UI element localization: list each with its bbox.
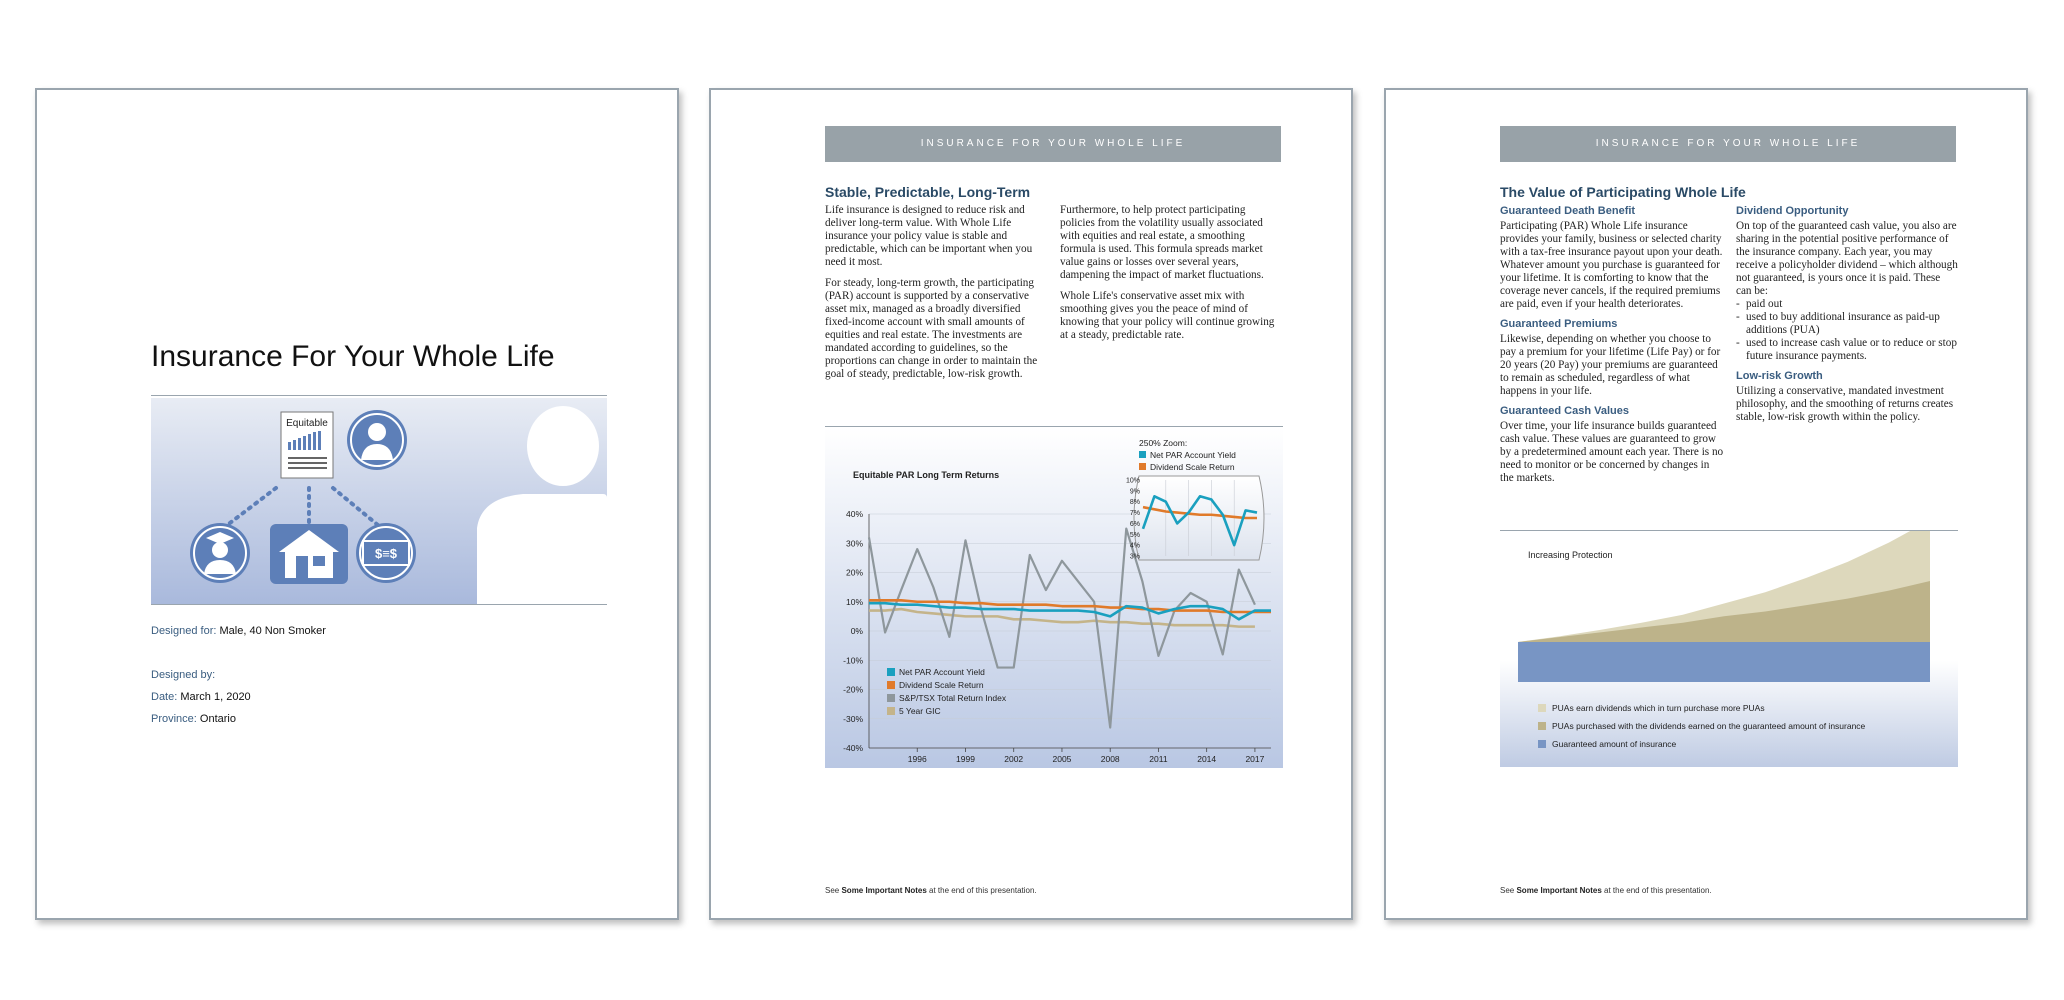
- legend-label: S&P/TSX Total Return Index: [899, 693, 1007, 703]
- house-icon: [270, 524, 348, 584]
- text-column-left: [1500, 205, 1725, 485]
- footnote: [1500, 886, 1712, 895]
- legend-label: Net PAR Account Yield: [899, 667, 985, 677]
- zoom-y-tick-label: 5%: [1129, 531, 1140, 539]
- y-tick-label: 30%: [845, 538, 863, 549]
- returns-chart: [825, 428, 1283, 768]
- footnote-link[interactable]: Some Important Notes: [841, 886, 927, 895]
- legend-swatch: [1538, 704, 1546, 712]
- x-tick-label: 1999: [956, 754, 975, 764]
- x-tick-label: 1996: [907, 754, 927, 764]
- paragraph: Whole Life's conservative asset mix with smoothing gives you the peace of mind of knowing that your policy will continue growing at a steady, predictable rate.: [1060, 290, 1275, 341]
- zoom-legend-swatch-dividend: [1139, 463, 1146, 470]
- money-icon-label: $≡$: [374, 546, 398, 561]
- cover-title: Insurance For Your Whole Life: [151, 340, 555, 373]
- province-value: Ontario: [199, 713, 236, 725]
- protection-chart: [1500, 531, 1958, 767]
- footnote: [825, 886, 1037, 895]
- list-item: - paid out: [1736, 298, 1958, 311]
- legend-swatch: [887, 668, 895, 676]
- text-column-right: [1736, 205, 1958, 424]
- legend-swatch: [1538, 740, 1546, 748]
- footnote-suffix: at the end of this presentation.: [1601, 886, 1712, 895]
- zoom-y-tick-label: 3%: [1129, 553, 1140, 561]
- subheading: Dividend Opportunity: [1736, 205, 1849, 217]
- area-layer: [1518, 642, 1930, 682]
- paragraph: Life insurance is designed to reduce risk and deliver long-term value. With Whole Life insurance your policy value is stable and predictable, which can be important when you need it most.: [825, 204, 1033, 268]
- footnote-link[interactable]: Some Important Notes: [1516, 886, 1602, 895]
- legend-label: PUAs earn dividends which in turn purchase more PUAs: [1552, 703, 1765, 713]
- page-cover: [35, 88, 679, 920]
- paragraph: Participating (PAR) Whole Life insurance provides your family, business or selected charity with a tax-free insurance payout upon your death. Whatever amount you purchase is guaranteed for your lifetime. It is comforting to know that the coverage never cancels, if the required premiums are paid, even if your health deteriorates.: [1500, 220, 1723, 310]
- x-tick-label: 2008: [1100, 754, 1120, 764]
- document-label: Equitable: [286, 418, 328, 429]
- paragraph: Likewise, depending on whether you choose to pay a premium for your lifetime (Life Pay) or for 20 years (20 Pay) your premiums are guaranteed to remain as scheduled, regardless of what happens in your life.: [1500, 333, 1721, 397]
- date-value: March 1, 2020: [180, 691, 251, 703]
- page-stable: [709, 88, 1353, 920]
- subheading: Low-risk Growth: [1736, 370, 1823, 382]
- designed-for-label: Designed for:: [151, 625, 217, 637]
- cover-illustration: [151, 398, 607, 604]
- subheading: Guaranteed Cash Values: [1500, 405, 1629, 417]
- zoom-title: 250% Zoom:: [1139, 438, 1188, 448]
- graduate-icon: [190, 523, 250, 583]
- designed-for-value: Male, 40 Non Smoker: [219, 625, 326, 637]
- text-column-right: [1060, 204, 1282, 350]
- page-banner: INSURANCE FOR YOUR WHOLE LIFE: [825, 126, 1281, 162]
- y-tick-label: -40%: [843, 743, 863, 753]
- designed-by-label: Designed by:: [151, 669, 216, 681]
- page-value: [1384, 88, 2028, 920]
- designed-by-line: [151, 669, 215, 681]
- text-column-left: [825, 204, 1047, 389]
- zoom-legend-label: Net PAR Account Yield: [1150, 450, 1236, 460]
- x-tick-label: 2014: [1197, 754, 1217, 764]
- subheading: Guaranteed Premiums: [1500, 318, 1618, 330]
- subheading: Guaranteed Death Benefit: [1500, 205, 1636, 217]
- money-icon: [356, 523, 416, 583]
- date-line: [151, 691, 251, 703]
- list-item: - used to buy additional insurance as paid-up additions (PUA): [1736, 311, 1958, 337]
- title-rule: [151, 395, 607, 396]
- illustration-rule: [151, 604, 607, 605]
- chart-title: Increasing Protection: [1528, 550, 1613, 560]
- y-tick-label: 10%: [845, 596, 863, 607]
- paragraph: On top of the guaranteed cash value, you also are sharing in the potential positive performance of the insurance company. Each year, you may receive a policyholder dividend – which although not guaranteed, is yours once it is paid. These can be:: [1736, 220, 1958, 297]
- legend-label: 5 Year GIC: [899, 706, 941, 716]
- x-tick-label: 2002: [1004, 754, 1024, 764]
- y-tick-label: -30%: [843, 713, 863, 724]
- designed-for-line: [151, 625, 326, 637]
- section-heading: Stable, Predictable, Long-Term: [825, 184, 1031, 200]
- y-tick-label: -10%: [843, 655, 863, 666]
- province-line: [151, 713, 236, 725]
- x-tick-label: 2005: [1052, 754, 1072, 764]
- footnote-prefix: See: [825, 886, 842, 895]
- zoom-y-tick-label: 9%: [1129, 488, 1140, 496]
- chart-rule: [825, 426, 1283, 427]
- y-tick-label: -20%: [843, 684, 863, 695]
- paragraph: For steady, long-term growth, the participating (PAR) account is supported by a conservative asset mix, managed as a broadly diversified fixed-income account with small amounts of equities and real estate. The investments are mandated according to guidelines, so the proportions can change in order to maintain the goal of steady, predictable, low-risk growth.: [825, 277, 1038, 380]
- chart-title: Equitable PAR Long Term Returns: [853, 470, 1000, 480]
- legend-swatch: [887, 707, 895, 715]
- y-tick-label: 20%: [845, 567, 863, 578]
- y-tick-label: 40%: [845, 509, 863, 519]
- paragraph: Over time, your life insurance builds guaranteed cash value. These values are guaranteed to grow by a predetermined amount each year. There is no need to monitor or be concerned by changes in the markets.: [1500, 420, 1724, 484]
- page-banner: INSURANCE FOR YOUR WHOLE LIFE: [1500, 126, 1956, 162]
- zoom-y-tick-label: 10%: [1125, 477, 1140, 485]
- zoom-legend-swatch-par: [1139, 451, 1146, 458]
- legend-label: PUAs purchased with the dividends earned on the guaranteed amount of insurance: [1552, 721, 1866, 731]
- paragraph: Utilizing a conservative, mandated investment philosophy, and the smoothing of returns creates stable, low-risk growth within the policy.: [1736, 385, 1954, 423]
- document-icon: [281, 412, 333, 478]
- footnote-prefix: See: [1500, 886, 1517, 895]
- legend-label: Dividend Scale Return: [899, 680, 984, 690]
- list-item: - used to increase cash value or to reduce or stop future insurance payments.: [1736, 337, 1958, 363]
- legend-swatch: [1538, 722, 1546, 730]
- x-tick-label: 2017: [1245, 754, 1265, 764]
- legend-label: Guaranteed amount of insurance: [1552, 739, 1677, 749]
- date-label: Date:: [151, 691, 178, 703]
- paragraph: Furthermore, to help protect participating policies from the volatility usually associated with equities and real estate, a smoothing formula is used. This formula spreads market value gains or losses over several years, dampening the impact of market fluctuations.: [1060, 204, 1264, 281]
- user-circle-icon: [347, 410, 407, 470]
- zoom-legend-label: Dividend Scale Return: [1150, 462, 1235, 472]
- legend-swatch: [887, 694, 895, 702]
- zoom-y-tick-label: 8%: [1129, 499, 1140, 507]
- section-heading: The Value of Participating Whole Life: [1500, 184, 1746, 200]
- dividend-options-list: [1736, 298, 1958, 363]
- zoom-y-tick-label: 7%: [1129, 510, 1140, 518]
- province-label: Province:: [151, 713, 197, 725]
- legend-swatch: [887, 681, 895, 689]
- zoom-y-tick-label: 4%: [1129, 542, 1140, 550]
- y-tick-label: 0%: [850, 626, 863, 636]
- zoom-y-tick-label: 6%: [1129, 520, 1140, 528]
- footnote-suffix: at the end of this presentation.: [926, 886, 1037, 895]
- x-tick-label: 2011: [1149, 754, 1168, 764]
